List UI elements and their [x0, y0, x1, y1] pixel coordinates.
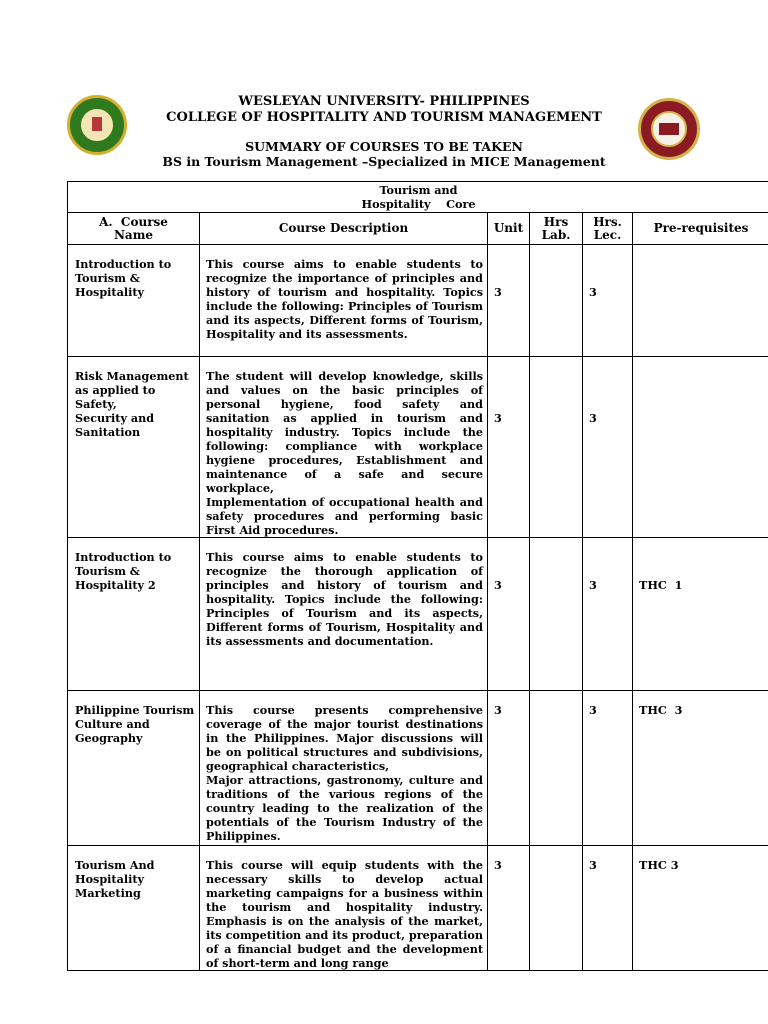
prerequisite-cell: THC 3 [633, 846, 768, 971]
course-description-text: This course aims to enable students to recognize the importance of principles and history of tourism and hospitality. Topics include the following: Principles of Tourism and its aspects, Different forms of Tourism, Hospitality and its assessments. [206, 257, 483, 341]
course-name-line: Tourism & [75, 271, 140, 285]
course-name-line: Tourism & [75, 564, 140, 578]
unit-cell: 3 [488, 245, 530, 357]
hrs-lec-cell: 3 [583, 245, 633, 357]
col-course-description: Course Description [200, 213, 488, 245]
hrs-lec-cell: 3 [583, 538, 633, 691]
course-name-line: Hospitality [75, 872, 144, 886]
course-name-cell [68, 357, 200, 538]
unit-cell: 3 [488, 538, 530, 691]
hrs-lec-cell: 3 [583, 357, 633, 538]
course-description-text: This course will equip students with the necessary skills to develop actual marketing campaigns for a business within the tourism and hospitality industry. Emphasis is on the analysis of the market, its competition and its product, preparation of a financial budget and the development of short-term and long range [206, 858, 483, 970]
course-name-line: Tourism And [75, 858, 155, 872]
hrs-lab-cell [530, 846, 583, 971]
course-description-cell [200, 357, 488, 538]
course-description-cell [200, 245, 488, 357]
table-header-row [68, 213, 768, 245]
col-unit: Unit [488, 213, 530, 245]
course-name-line: as applied to Safety, [75, 383, 156, 411]
unit-cell: 3 [488, 691, 530, 846]
course-name-line: Sanitation [75, 425, 141, 439]
course-name-line: Philippine Tourism [75, 703, 195, 717]
course-description-text: This course aims to enable students to recognize the thorough application of principles and history of tourism and hospitality. Topics include the following: Principles of Tourism and its aspects, Different forms of Tourism, Hospitality and its assessments and documentation. [206, 550, 483, 648]
course-description-cell [200, 691, 488, 846]
hrs-lec-cell: 3 [583, 691, 633, 846]
prerequisite-cell: THC 1 [633, 538, 768, 691]
course-name-line: Security and [75, 411, 155, 425]
course-name-cell [68, 245, 200, 357]
col-prerequisites: Pre-requisites [633, 213, 768, 245]
col-course-name: A. Course Name [68, 213, 200, 245]
course-name-cell [68, 846, 200, 971]
course-name-line: Risk Management [75, 369, 189, 383]
table-row [68, 538, 768, 691]
course-name-line: Introduction to [75, 257, 172, 271]
unit-cell: 3 [488, 357, 530, 538]
course-name-cell [68, 538, 200, 691]
course-name-line: Introduction to [75, 550, 172, 564]
course-description-cell [200, 538, 488, 691]
table-row [68, 846, 768, 971]
col-hrs-lec: Hrs. Lec. [583, 213, 633, 245]
table-row [68, 245, 768, 357]
prerequisite-cell: THC 3 [633, 691, 768, 846]
prerequisite-cell [633, 357, 768, 538]
hrs-lab-cell [530, 538, 583, 691]
table-title [68, 182, 768, 213]
course-description-text: Implementation of occupational health and safety procedures and performing basic First Aid procedures. [206, 495, 483, 537]
table-title-line1: Tourism and [379, 183, 458, 197]
course-name-line: Marketing [75, 886, 141, 900]
college-name: COLLEGE OF HOSPITALITY AND TOURISM MANAGEMENT [166, 110, 602, 125]
course-description-text: This course presents comprehensive coverage of the major tourist destinations in the Philippines. Major discussions will be on political structures and subdivisions, geographical characteristics, [206, 703, 483, 773]
course-description-cell [200, 846, 488, 971]
course-name-line: Hospitality 2 [75, 578, 156, 592]
table-row [68, 691, 768, 846]
unit-cell: 3 [488, 846, 530, 971]
program-name: BS in Tourism Management –Specialized in MICE Management [162, 154, 606, 169]
hrs-lec-cell: 3 [583, 846, 633, 971]
table-row [68, 357, 768, 538]
prerequisite-cell [633, 245, 768, 357]
course-name-cell [68, 691, 200, 846]
course-name-line: Hospitality [75, 285, 144, 299]
course-name-line: Geography [75, 731, 143, 745]
table-title-line2: Hospitality Core [361, 197, 476, 211]
hrs-lab-cell [530, 691, 583, 846]
col-hrs-lab: Hrs Lab. [530, 213, 583, 245]
university-name: WESLEYAN UNIVERSITY- PHILIPPINES [238, 94, 530, 109]
course-description-text: The student will develop knowledge, skills and values on the basic principles of personal hygiene, food safety and sanitation as applied in tourism and hospitality industry. Topics include the following: compliance with workplace hygiene procedures, Establishment and maintenance of a safe and secure workplace, [206, 369, 483, 495]
courses-table [67, 181, 768, 971]
summary-title: SUMMARY OF COURSES TO BE TAKEN [245, 139, 523, 154]
course-rows [68, 245, 768, 971]
course-name-line: Culture and [75, 717, 150, 731]
hrs-lab-cell [530, 245, 583, 357]
course-description-text: Major attractions, gastronomy, culture and traditions of the various regions of the country leading to the realization of the potentials of the Tourism Industry of the Philippines. [206, 773, 483, 843]
hrs-lab-cell [530, 357, 583, 538]
